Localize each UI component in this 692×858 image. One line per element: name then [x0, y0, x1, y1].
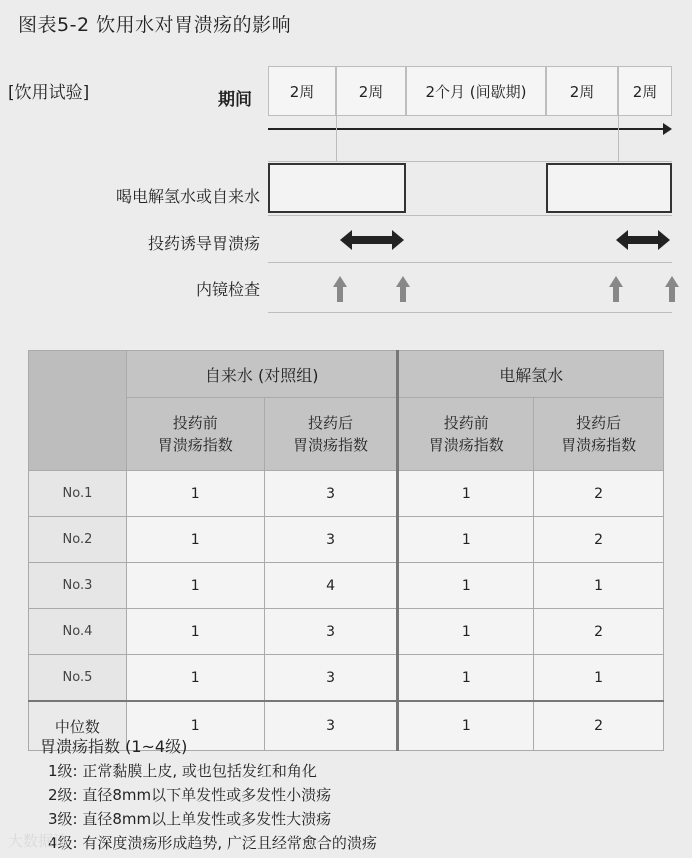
water-period-box [268, 163, 406, 213]
value-cell: 1 [534, 563, 664, 609]
period-cell: 2周 [546, 66, 618, 116]
row-label-endoscopy: 内镜检查 [195, 280, 260, 299]
subheader-text: 投药前 胃溃疡指数 [428, 414, 504, 454]
row-label-dosing: 投药诱导胃溃疡 [147, 234, 260, 253]
legend-item: 4级: 有深度溃疡形成趋势, 广泛且经常愈合的溃疡 [48, 834, 377, 852]
row-label: No.1 [29, 471, 127, 517]
section-label: [饮用试验] [8, 83, 90, 103]
value-cell: 1 [398, 471, 534, 517]
timeline-divider [336, 116, 337, 161]
value-cell: 3 [264, 471, 398, 517]
legend-item: 1级: 正常黏膜上皮, 或也包括发红和角化 [48, 762, 317, 780]
value-cell: 1 [126, 471, 264, 517]
subheader-before [398, 398, 534, 471]
timeline-rule [268, 262, 672, 263]
period-cell: 2周 [618, 66, 672, 116]
water-period-box [546, 163, 672, 213]
median-cell: 1 [398, 701, 534, 751]
value-cell: 1 [126, 655, 264, 702]
table-corner [29, 351, 127, 471]
table-row [29, 655, 664, 702]
value-cell: 1 [126, 517, 264, 563]
subheader-after [534, 398, 664, 471]
value-cell: 1 [126, 609, 264, 655]
dosing-double-arrow [626, 236, 660, 244]
value-cell: 1 [398, 655, 534, 702]
dosing-double-arrow [350, 236, 394, 244]
table-row [29, 471, 664, 517]
row-label-water: 喝电解氢水或自来水 [115, 187, 260, 206]
value-cell: 1 [398, 517, 534, 563]
value-cell: 3 [264, 609, 398, 655]
timeline-divider [618, 116, 619, 161]
subheader-text: 投药后 胃溃疡指数 [561, 414, 637, 454]
value-cell: 1 [398, 563, 534, 609]
group-header-hydrogen-water: 电解氢水 [398, 351, 664, 398]
median-cell: 3 [264, 701, 398, 751]
endoscopy-up-arrow-icon [662, 276, 682, 302]
ulcer-index-table [28, 350, 664, 751]
subheader-after [264, 398, 398, 471]
subheader-text: 投药前 胃溃疡指数 [157, 414, 233, 454]
legend-title: 胃溃疡指数 (1~4级) [40, 737, 188, 756]
row-label: No.4 [29, 609, 127, 655]
table-row [29, 517, 664, 563]
period-cell: 2周 [336, 66, 406, 116]
period-label: 期间 [218, 90, 252, 110]
value-cell: 4 [264, 563, 398, 609]
period-cell: 2周 [268, 66, 336, 116]
timeline-rule [268, 161, 672, 162]
value-cell: 2 [534, 471, 664, 517]
endoscopy-up-arrow-icon [606, 276, 626, 302]
legend-item: 3级: 直径8mm以上单发性或多发性大溃疡 [48, 810, 332, 828]
legend-item: 2级: 直径8mm以下单发性或多发性小溃疡 [48, 786, 332, 804]
timeline-rule [268, 215, 672, 216]
figure-title: 图表5-2 饮用水对胃溃疡的影响 [18, 14, 292, 36]
subheader-text: 投药后 胃溃疡指数 [293, 414, 369, 454]
value-cell: 2 [534, 517, 664, 563]
value-cell: 1 [126, 563, 264, 609]
row-label: No.3 [29, 563, 127, 609]
table-row [29, 563, 664, 609]
period-cell: 2个月 (间歇期) [406, 66, 546, 116]
group-header-tapwater: 自来水 (对照组) [126, 351, 398, 398]
subheader-before [126, 398, 264, 471]
row-label: No.5 [29, 655, 127, 702]
value-cell: 2 [534, 609, 664, 655]
value-cell: 1 [534, 655, 664, 702]
row-label: No.2 [29, 517, 127, 563]
median-cell: 2 [534, 701, 664, 751]
timeline-rule [268, 312, 672, 313]
value-cell: 3 [264, 655, 398, 702]
endoscopy-up-arrow-icon [393, 276, 413, 302]
endoscopy-up-arrow-icon [330, 276, 350, 302]
value-cell: 1 [398, 609, 534, 655]
table-row [29, 609, 664, 655]
median-label: 中位数 [29, 701, 127, 751]
median-cell: 1 [126, 701, 264, 751]
time-axis-arrow [268, 128, 670, 130]
watermark: 大数据谈 [8, 832, 69, 850]
value-cell: 3 [264, 517, 398, 563]
